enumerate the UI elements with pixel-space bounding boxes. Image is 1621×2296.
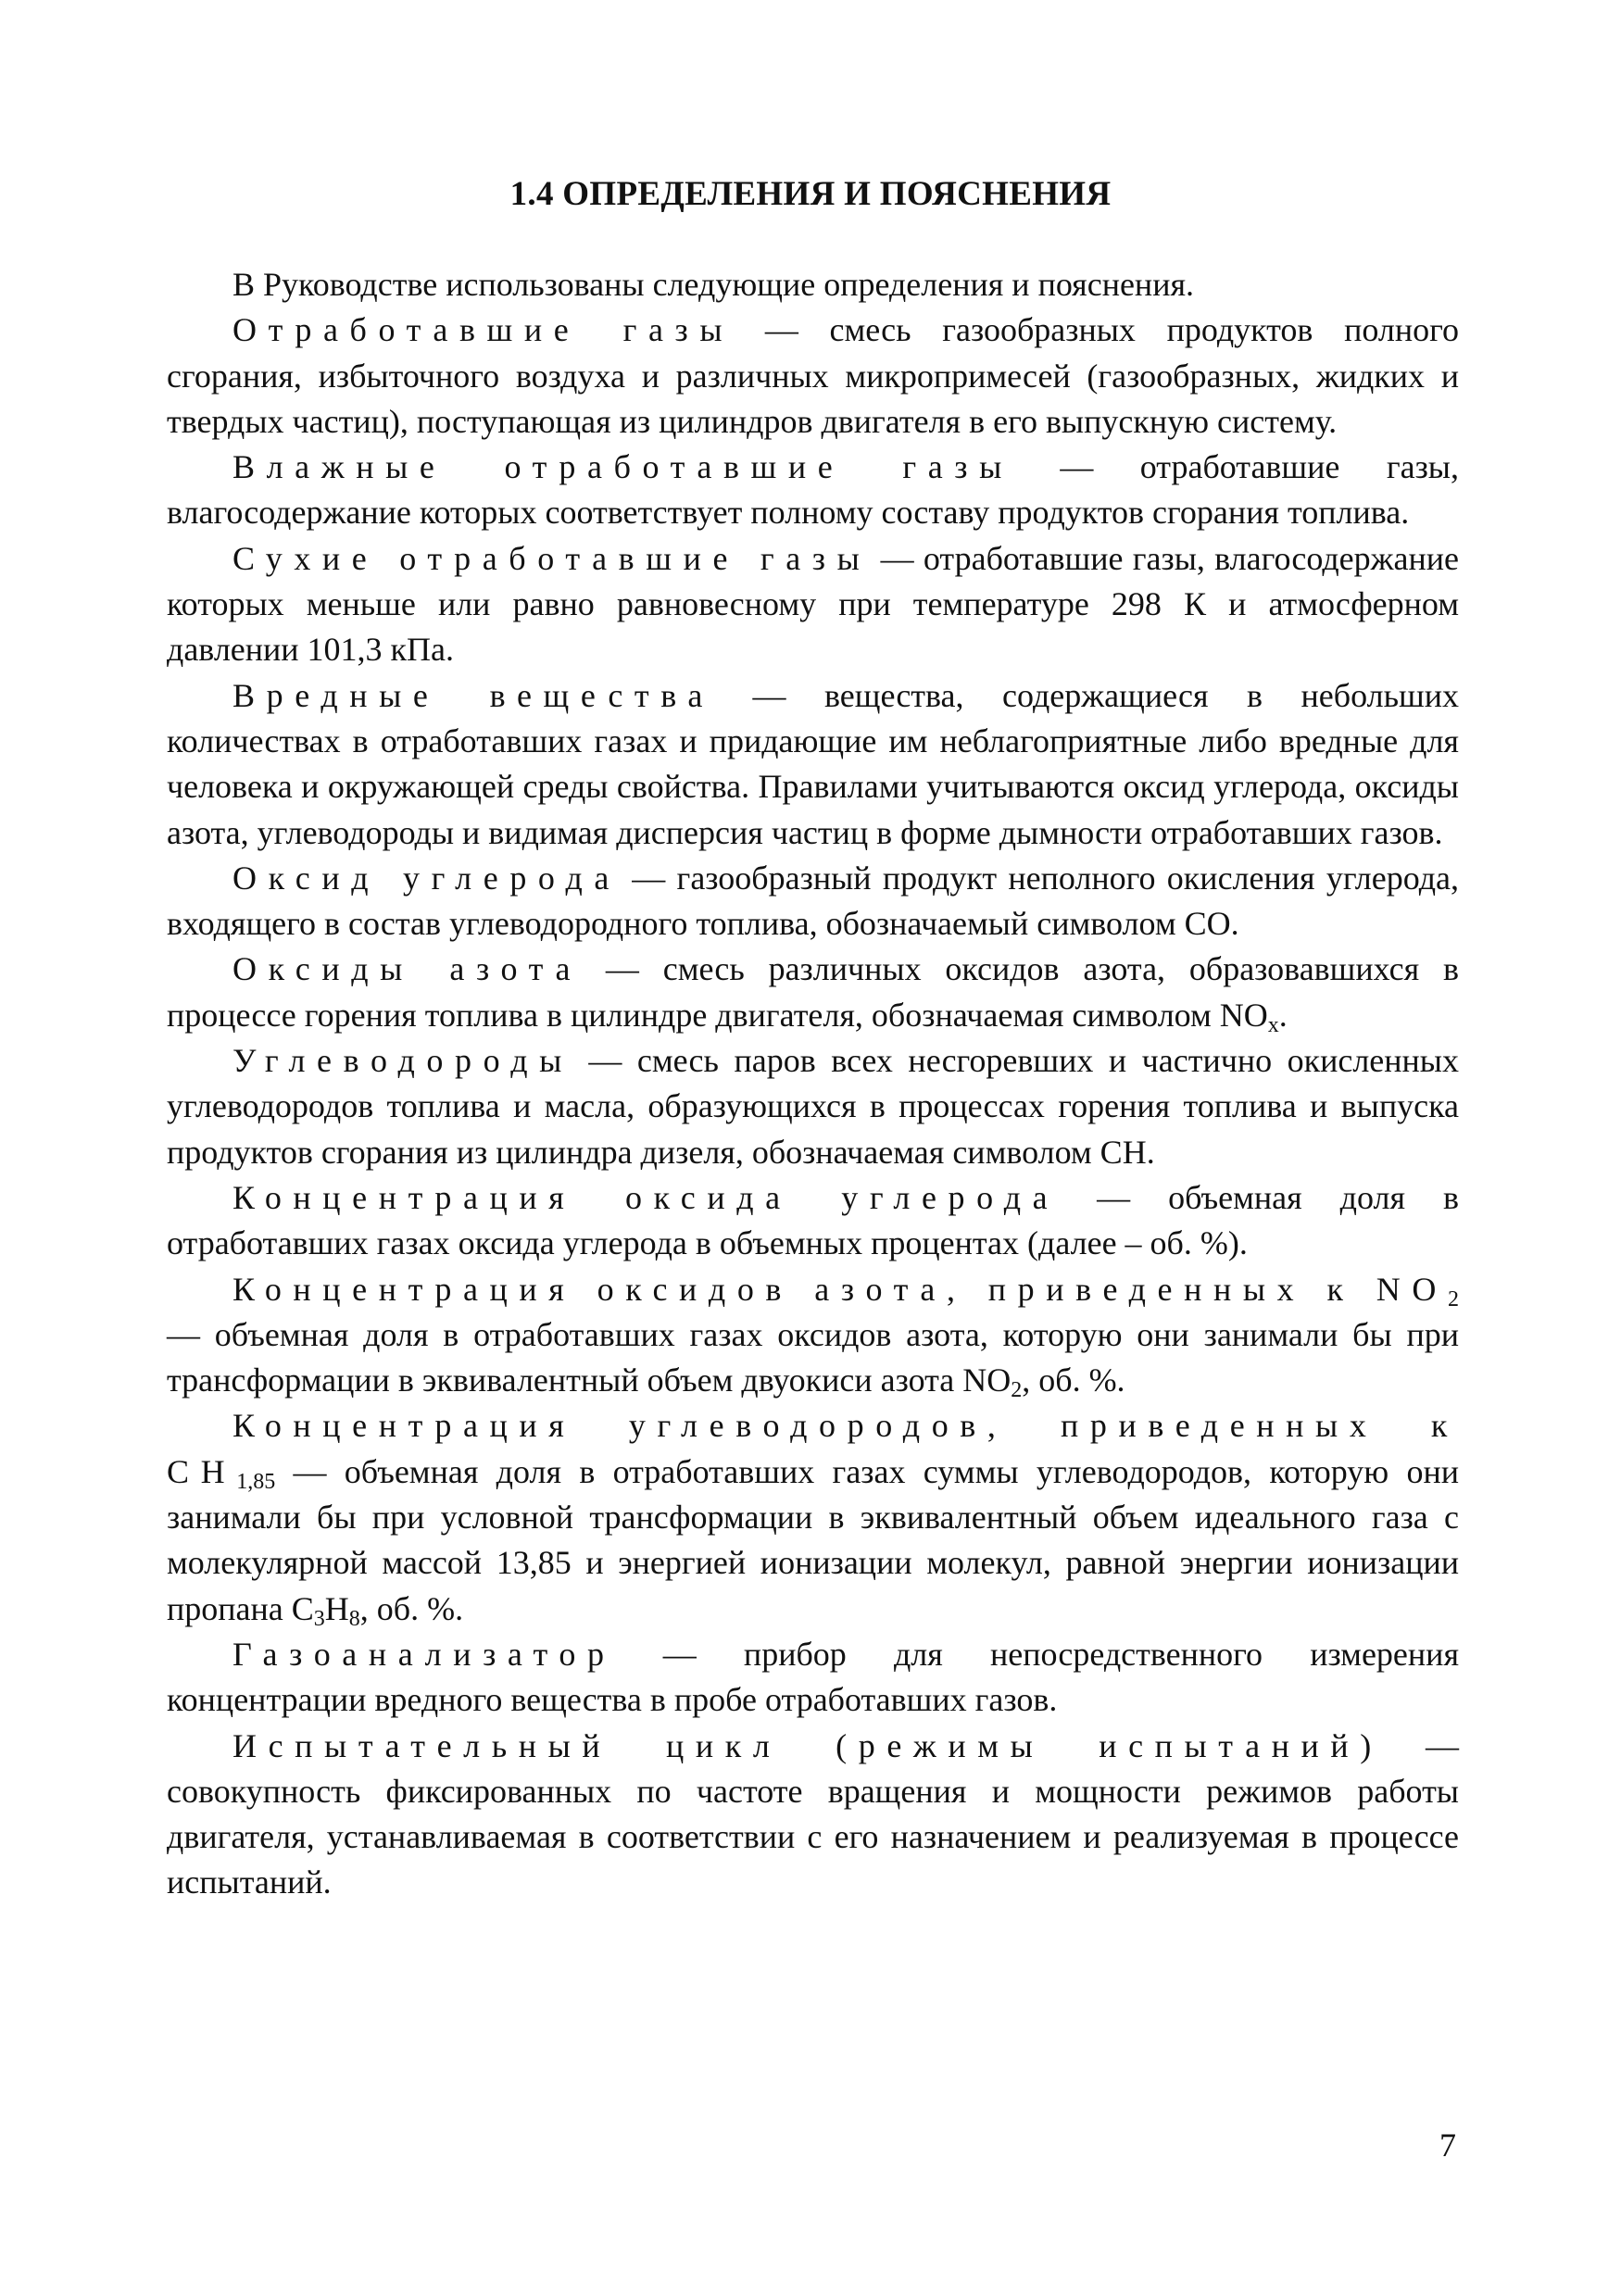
definition-text: — отработавшие газы, влагосодержание которых меньше или равно равновесному при температуре 298 К и атмосферном давлении 101,3 кПа. <box>167 539 1459 669</box>
definition-text: — смесь различных оксидов азота, образовавшихся в процессе горения топлива в цилиндре двигателя, обозначаемая символом NO <box>167 950 1459 1034</box>
definition-term: Концентрация оксида углерода <box>232 1178 1060 1216</box>
subscript: 3 <box>313 1606 325 1631</box>
definition-term: Углеводороды <box>232 1042 573 1080</box>
definition-term: Газоанализатор <box>232 1635 616 1673</box>
definition-text: — совокупность фиксированных по частоте вращения и мощности режимов работы двигателя, устанавливаемая в соответствии с его назначением и реализуемая в процессе испытаний. <box>167 1726 1460 1901</box>
definition-text: — смесь паров всех несгоревших и частично окисленных углеводородов топлива и масла, образующихся в процессах горения топлива и выпуска продуктов сгорания из цилиндра дизеля, обозначаемая символом CH. <box>167 1042 1459 1171</box>
definition-test-cycle <box>167 1724 1459 1906</box>
definition-term: Испытательный цикл (режимы испытаний) <box>232 1726 1383 1764</box>
definition-exhaust-gases <box>167 307 1459 445</box>
definition-tail: . <box>1278 996 1288 1034</box>
definition-text: — объемная доля в отработавших газах оксида углерода в объемных процентах (далее – об. %). <box>167 1178 1459 1262</box>
intro-paragraph: В Руководстве использованы следующие определения и пояснения. <box>232 266 1195 303</box>
definition-harmful-substances <box>167 673 1459 856</box>
formula-part: H <box>324 1589 349 1627</box>
subscript: x <box>1267 1012 1279 1037</box>
definition-text: — отработавшие газы, влагосодержание которых соответствует полному составу продуктов сгорания топлива. <box>167 448 1459 532</box>
subscript: 2 <box>1011 1378 1023 1403</box>
definition-term: Влажные отработавшие газы <box>232 448 1013 486</box>
definition-nitrogen-oxides <box>167 947 1459 1038</box>
definition-term: Сухие отработавшие газы <box>232 539 872 577</box>
section-heading: 1.4 ОПРЕДЕЛЕНИЯ И ПОЯСНЕНИЯ <box>509 175 1112 213</box>
definition-co-concentration <box>167 1175 1459 1267</box>
definition-tail: , об. %. <box>359 1589 464 1627</box>
definition-hydrocarbons <box>167 1038 1459 1175</box>
definition-term: Концентрация углеводородов, приведенных к CH <box>167 1407 1459 1490</box>
document-body <box>167 262 1459 1906</box>
definition-gas-analyzer <box>167 1632 1459 1724</box>
subscript: 8 <box>348 1606 360 1631</box>
term-subscript: 2 <box>1448 1286 1459 1311</box>
definition-hc-concentration <box>167 1403 1459 1631</box>
definition-term: Отработавшие газы <box>232 311 735 349</box>
definition-text: — объемная доля в отработавших газах суммы углеводородов, которую они занимали бы при условной трансформации в эквивалентный объем идеального газа с молекулярной массой 13,85 и энергией ионизации молекул, равной энергии ионизации пропана C <box>167 1452 1459 1627</box>
definition-term: Вредные вещества <box>232 676 714 714</box>
definition-nox-concentration <box>167 1267 1459 1404</box>
definition-term: Оксиды азота <box>232 950 583 988</box>
definition-text: — объемная доля в отработавших газах оксидов азота, которую они занимали бы при трансформации в эквивалентный объем двуокиси азота NO <box>167 1315 1459 1399</box>
definition-term: Концентрация оксидов азота, приведенных к NO <box>232 1270 1448 1308</box>
definition-text: — смесь газообразных продуктов полного сгорания, избыточного воздуха и различных микропримесей (газообразных, жидких и твердых частиц), поступающая из цилиндров двигателя в его выпускную систему. <box>167 311 1459 440</box>
definition-carbon-monoxide <box>167 856 1459 947</box>
definition-wet-exhaust-gases <box>167 445 1459 536</box>
page-number: 7 <box>1439 2127 1456 2164</box>
definition-term: Оксид углерода <box>232 859 621 897</box>
definition-tail: , об. %. <box>1022 1361 1125 1399</box>
definition-text: — газообразный продукт неполного окисления углерода, входящего в состав углеводородного топлива, обозначаемый символом CO. <box>167 859 1459 943</box>
definition-dry-exhaust-gases <box>167 536 1459 673</box>
term-subscript: 1,85 <box>236 1469 276 1494</box>
definition-text: — прибор для непосредственного измерения концентрации вредного вещества в пробе отработавших газов. <box>167 1635 1459 1719</box>
definition-text: — вещества, содержащиеся в небольших количествах в отработавших газах и придающие им неблагоприятные либо вредные для человека и окружающей среды свойства. Правилами учитываются оксид углерода, оксиды азота, углеводороды и видимая дисперсия частиц в форме дымности отработавших газов. <box>167 676 1459 851</box>
